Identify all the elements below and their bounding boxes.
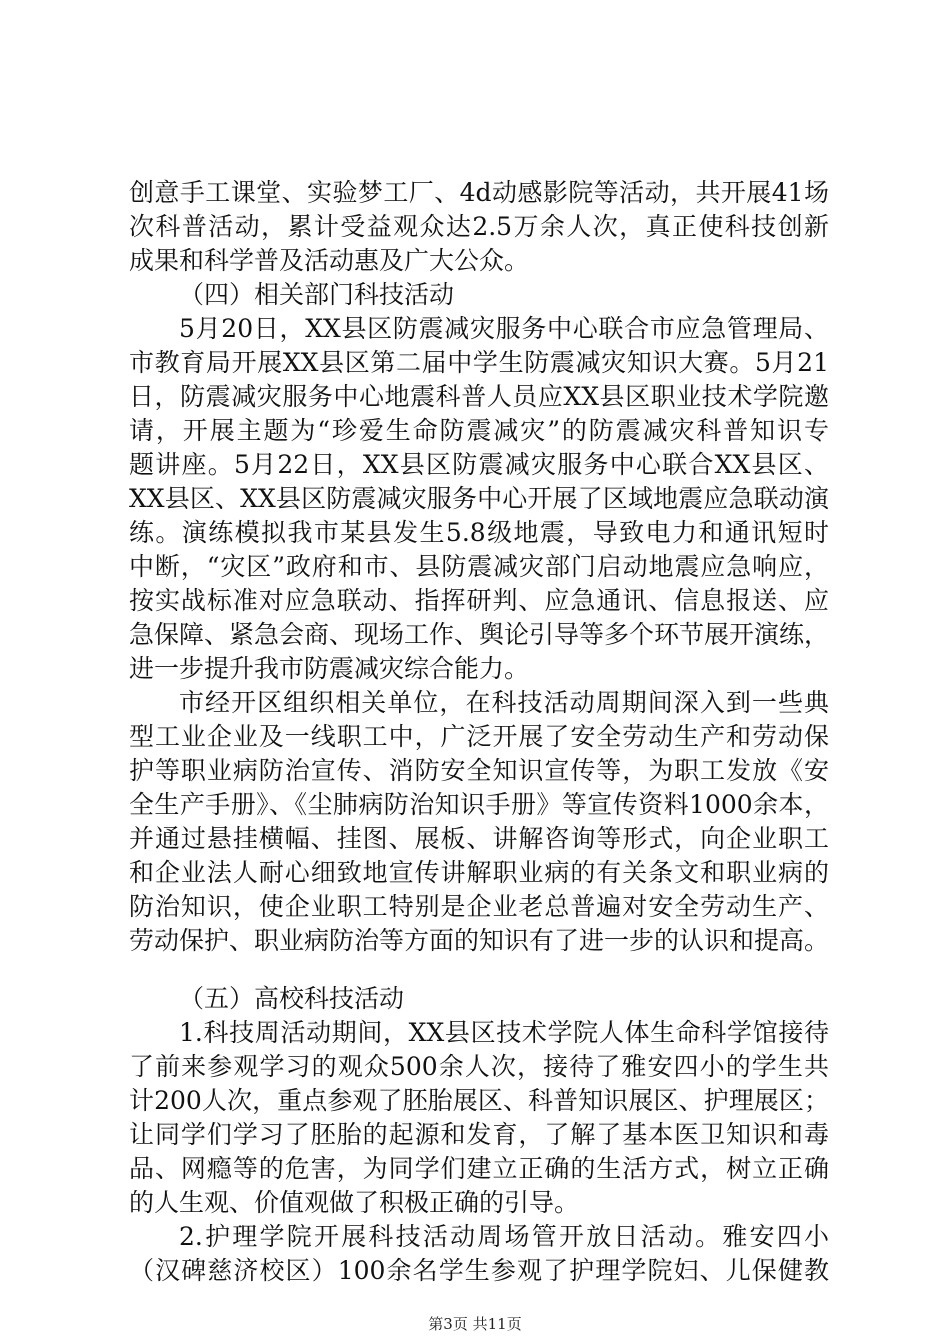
paragraph-line: 请，开展主题为“珍爱生命防震减灾”的防震减灾科普知识专 xyxy=(129,416,829,445)
paragraph-line: 急保障、紧急会商、现场工作、舆论引导等多个环节展开演练， xyxy=(129,620,830,649)
paragraph-line: 并通过悬挂横幅、挂图、展板、讲解咨询等形式，向企业职工 xyxy=(129,824,829,853)
paragraph-line: 计200人次，重点参观了胚胎展区、科普知识展区、护理展区； xyxy=(129,1086,829,1115)
paragraph-line: （汉碑慈济校区）100余名学生参观了护理学院妇、儿保健教 xyxy=(129,1256,829,1285)
paragraph-line: 次科普活动，累计受益观众达2.5万余人次，真正使科技创新 xyxy=(129,212,829,241)
paragraph-line: 防治知识，使企业职工特别是企业老总普遍对安全劳动生产、 xyxy=(129,892,829,921)
paragraph-line: 和企业法人耐心细致地宣传讲解职业病的有关条文和职业病的 xyxy=(129,858,829,887)
paragraph-line: XX县区、XX县区防震减灾服务中心开展了区域地震应急联动演 xyxy=(129,484,829,513)
paragraph-line: 护等职业病防治宣传、消防安全知识宣传等，为职工发放《安 xyxy=(129,756,829,785)
paragraph-line: 进一步提升我市防震减灾综合能力。 xyxy=(129,654,530,683)
paragraph-line: 的人生观、价值观做了积极正确的引导。 xyxy=(129,1188,580,1217)
paragraph-line: 让同学们学习了胚胎的起源和发育，了解了基本医卫知识和毒 xyxy=(129,1120,829,1149)
paragraph-line: 市经开区组织相关单位，在科技活动周期间深入到一些典 xyxy=(179,688,829,717)
paragraph-line: 1.科技周活动期间，XX县区技术学院人体生命科学馆接待 xyxy=(179,1018,829,1047)
paragraph-line: 日，防震减灾服务中心地震科普人员应XX县区职业技术学院邀 xyxy=(129,382,829,411)
paragraph-line: 5月20日，XX县区防震减灾服务中心联合市应急管理局、 xyxy=(179,314,829,343)
paragraph-line: 全生产手册》、《尘肺病防治知识手册》等宣传资料1000余本， xyxy=(129,790,829,819)
paragraph-line: 2.护理学院开展科技活动周场管开放日活动。雅安四小 xyxy=(179,1222,829,1251)
section-heading: （四）相关部门科技活动 xyxy=(179,280,455,309)
paragraph-line: 按实战标准对应急联动、指挥研判、应急通讯、信息报送、应 xyxy=(129,586,829,615)
paragraph-line: 成果和科学普及活动惠及广大公众。 xyxy=(129,246,530,275)
paragraph-line: 品、网瘾等的危害，为同学们建立正确的生活方式，树立正确 xyxy=(129,1154,829,1183)
paragraph-line: 练。演练模拟我市某县发生5.8级地震，导致电力和通讯短时 xyxy=(129,518,829,547)
paragraph-line: 创意手工课堂、实验梦工厂、4d动感影院等活动，共开展41场 xyxy=(129,178,829,207)
paragraph-line: 了前来参观学习的观众500余人次，接待了雅安四小的学生共 xyxy=(129,1052,829,1081)
section-heading: （五）高校科技活动 xyxy=(179,984,405,1013)
paragraph-line: 市教育局开展XX县区第二届中学生防震减灾知识大赛。5月21 xyxy=(129,348,829,377)
paragraph-line: 中断，“灾区”政府和市、县防震减灾部门启动地震应急响应， xyxy=(129,552,829,581)
page-number-footer: 第3页 共11页 xyxy=(428,1315,522,1333)
paragraph-line: 型工业企业及一线职工中，广泛开展了安全劳动生产和劳动保 xyxy=(129,722,829,751)
paragraph-line: 题讲座。5月22日，XX县区防震减灾服务中心联合XX县区、 xyxy=(129,450,829,479)
paragraph-line: 劳动保护、职业病防治等方面的知识有了进一步的认识和提高。 xyxy=(129,926,830,955)
